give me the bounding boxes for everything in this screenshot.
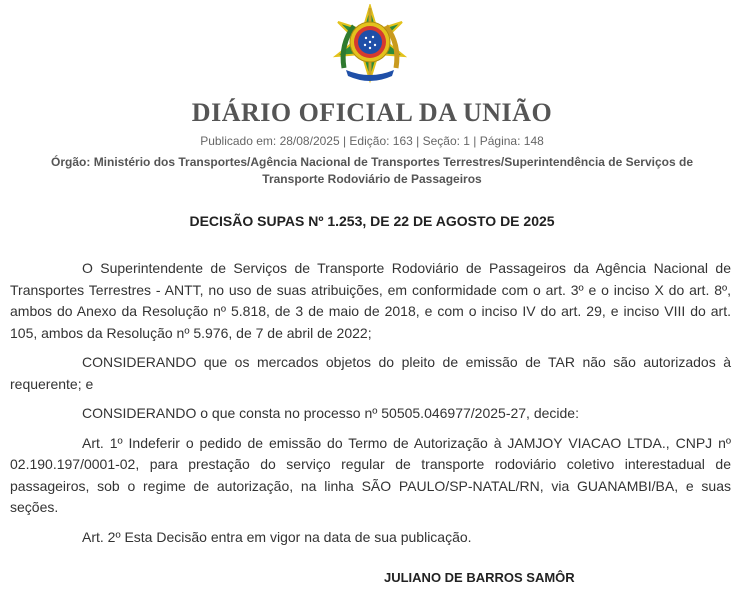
document-body	[10, 258, 731, 556]
orgao-line	[24, 154, 720, 188]
orgao-value: Ministério dos Transportes/Agência Nacional de Transportes Terrestres/Superintendência de Serviços de Transporte Rodoviário de Passageiros	[93, 155, 693, 186]
brazil-coat-of-arms-icon	[330, 4, 410, 84]
page-title: DIÁRIO OFICIAL DA UNIÃO	[191, 98, 553, 127]
publication-info: Publicado em: 28/08/2025 | Edição: 163 | Seção: 1 | Página: 148	[200, 134, 544, 148]
document-title: DECISÃO SUPAS Nº 1.253, DE 22 DE AGOSTO DE 2025	[189, 213, 555, 229]
paragraph-considerando-2: CONSIDERANDO o que consta no processo nº 50505.046977/2025-27, decide:	[82, 405, 579, 421]
orgao-label: Órgão:	[51, 155, 91, 169]
paragraph-art-1: Art. 1º Indeferir o pedido de emissão do Termo de Autorização à JAMJOY VIACAO LTDA., CNPJ nº 02.190.197/0001-02, para prestação do serviço regular de transporte rodoviário coletivo interestadual de passageiros, sob o regime de autorização, na linha SÃO PAULO/SP-NATAL/RN, via GUANAMBI/BA, e suas seções.	[10, 434, 731, 515]
paragraph-art-2: Art. 2º Esta Decisão entra em vigor na data de sua publicação.	[82, 528, 472, 545]
signature: JULIANO DE BARROS SAMÔR	[384, 570, 575, 585]
paragraph-preamble: O Superintendente de Serviços de Transporte Rodoviário de Passageiros da Agência Nacional de Transportes Terrestres - ANTT, no uso de suas atribuições, em conformidade com o art. 3º e o inciso X do art. 8º, ambos do Anexo da Resolução nº 5.818, de 3 de maio de 2018, e com o inciso IV do art. 29, e inciso VIII do art. 105, ambos da Resolução nº 5.976, de 7 de abril de 2022;	[10, 260, 731, 341]
paragraph-considerando-1: CONSIDERANDO que os mercados objetos do pleito de emissão de TAR não são autorizados à requerente; e	[10, 354, 731, 392]
